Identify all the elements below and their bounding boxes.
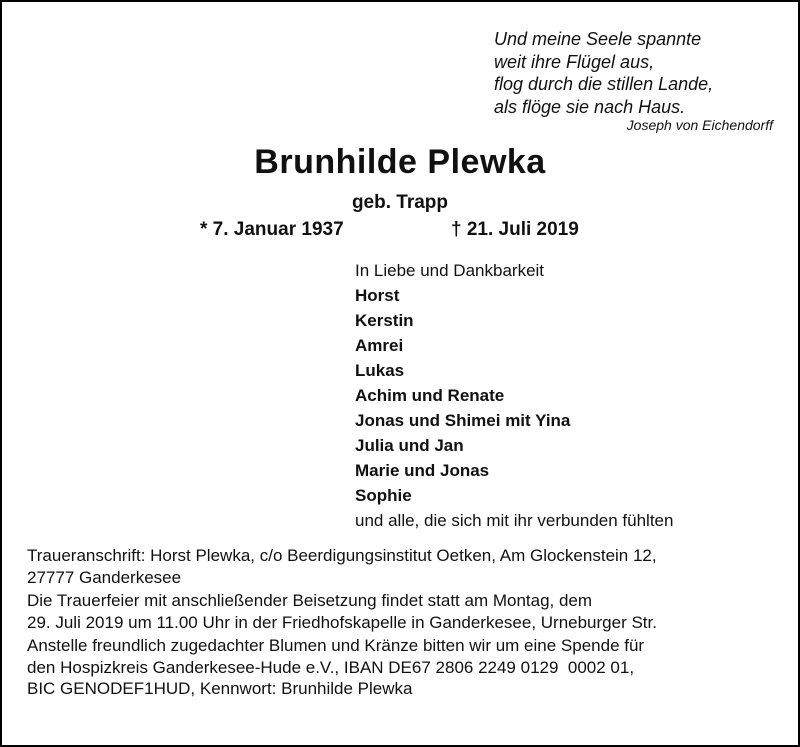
mourners-intro: In Liebe und Dankbarkeit <box>355 261 545 280</box>
mourner-name: Achim und Renate <box>355 386 505 405</box>
poem-line: weit ihre Flügel aus, <box>494 51 655 72</box>
mourners-closing: und alle, die sich mit ihr verbunden fühlten <box>355 511 674 530</box>
donation-line: BIC GENODEF1HUD, Kennwort: Brunhilde Plewka <box>27 679 413 698</box>
address-line: 27777 Ganderkesee <box>27 567 182 587</box>
mourner-name: Julia und Jan <box>355 436 464 455</box>
ceremony-line: 29. Juli 2019 um 11.00 Uhr in der Friedhofskapelle in Ganderkesee, Urneburger Str. <box>27 612 657 632</box>
maiden-name: geb. Trapp <box>351 192 449 213</box>
mourner-name: Kerstin <box>355 311 414 330</box>
birth-date: * 7. Januar 1937 <box>200 219 344 240</box>
mourners-list <box>355 258 775 533</box>
address-line: Traueranschrift: Horst Plewka, c/o Beerdigungsinstitut Oetken, Am Glockenstein 12, <box>27 546 657 565</box>
mourner-name: Horst <box>355 286 400 305</box>
ceremony-line: Die Trauerfeier mit anschließender Beisetzung findet statt am Montag, dem <box>27 591 593 610</box>
deceased-name: Brunhilde Plewka <box>254 143 546 181</box>
mourner-name: Marie und Jonas <box>355 461 490 480</box>
mourner-name: Sophie <box>355 486 412 505</box>
poem-line: als flöge sie nach Haus. <box>494 96 686 117</box>
poem <box>494 28 784 118</box>
poem-line: Und meine Seele spannte <box>494 29 702 49</box>
donation-paragraph <box>27 635 787 700</box>
donation-line: Anstelle freundlich zugedachter Blumen und Kränze bitten wir um eine Spende für <box>27 636 645 655</box>
donation-line: den Hospizkreis Ganderkesee-Hude e.V., IBAN DE67 2806 2249 0129 0002 01, <box>27 657 635 677</box>
mourner-name: Amrei <box>355 336 404 355</box>
notes-section <box>27 545 787 702</box>
mourner-name: Lukas <box>355 361 405 380</box>
death-date: † 21. Juli 2019 <box>451 219 579 240</box>
mourner-name: Jonas und Shimei mit Yina <box>355 411 571 430</box>
poem-author: Joseph von Eichendorff <box>626 117 773 133</box>
address-paragraph <box>27 545 787 588</box>
ceremony-paragraph <box>27 590 787 633</box>
poem-line: flog durch die stillen Lande, <box>494 74 714 94</box>
